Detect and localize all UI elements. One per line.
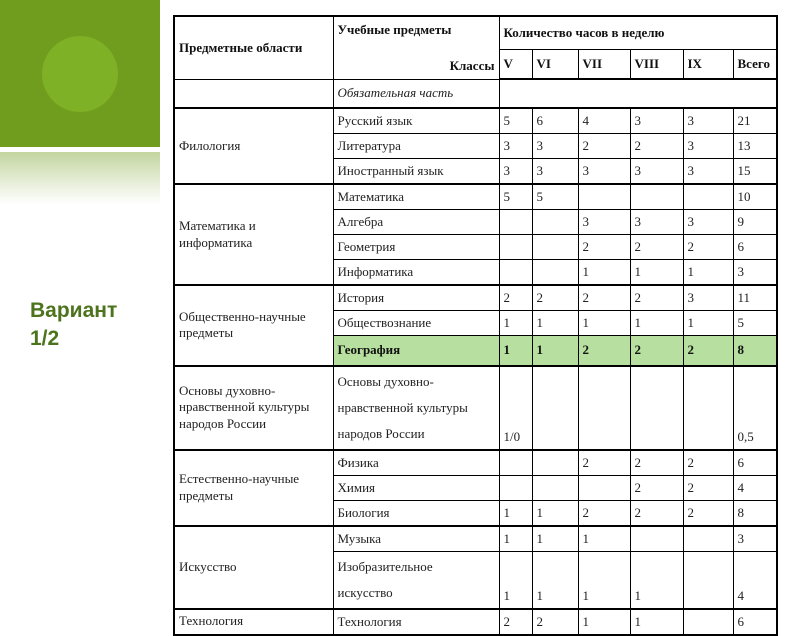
- decor-green-circle: [42, 36, 118, 112]
- hours-cell: [578, 366, 630, 450]
- subject-area-cell: [174, 79, 333, 108]
- hours-cell: 4: [733, 551, 777, 609]
- empty-merged-cell: [499, 79, 777, 108]
- subject-area-cell: Общественно-научные предметы: [174, 285, 333, 366]
- hours-cell: 3: [499, 159, 532, 185]
- subject-cell: Основы духовно- нравственной культуры народов России: [333, 366, 499, 450]
- hours-cell: 1: [499, 500, 532, 526]
- subject-cell: Биология: [333, 500, 499, 526]
- decor-green-rectangle: [0, 0, 160, 147]
- header-class-total: Всего: [733, 50, 777, 80]
- table-row: [174, 526, 777, 552]
- subject-cell: История: [333, 285, 499, 311]
- hours-cell: 2: [499, 285, 532, 311]
- hours-cell: [532, 450, 578, 476]
- subject-cell: Русский язык: [333, 108, 499, 134]
- hours-cell: [499, 450, 532, 476]
- hours-cell: [578, 475, 630, 500]
- table-row: [174, 366, 777, 450]
- hours-cell: 2: [578, 285, 630, 311]
- hours-cell: 8: [733, 500, 777, 526]
- hours-cell: 2: [683, 500, 733, 526]
- hours-cell: 3: [683, 134, 733, 159]
- hours-cell: 1: [683, 311, 733, 336]
- hours-cell: [683, 609, 733, 635]
- header-classes-label: Классы: [449, 57, 495, 73]
- hours-cell: 3: [630, 159, 683, 185]
- header-class-vii: VII: [578, 50, 630, 80]
- hours-cell: 3: [578, 210, 630, 235]
- header-subject-areas: Предметные области: [174, 16, 333, 79]
- hours-cell: 2: [683, 235, 733, 260]
- hours-cell: 4: [578, 108, 630, 134]
- header-class-v: V: [499, 50, 532, 80]
- hours-cell: [499, 235, 532, 260]
- hours-cell: 10: [733, 184, 777, 210]
- variant-label: [30, 297, 150, 354]
- hours-cell: [630, 184, 683, 210]
- hours-cell: 1: [630, 260, 683, 286]
- table-row: [174, 184, 777, 210]
- header-hours-per-week: Количество часов в неделю: [499, 16, 777, 50]
- hours-cell: 2: [630, 134, 683, 159]
- hours-cell: [532, 210, 578, 235]
- hours-cell: 3: [733, 260, 777, 286]
- hours-cell: 6: [532, 108, 578, 134]
- hours-cell: [532, 260, 578, 286]
- hours-cell: 4: [733, 475, 777, 500]
- hours-cell: 6: [733, 235, 777, 260]
- hours-cell: 2: [683, 475, 733, 500]
- subject-area-cell: Математика и информатика: [174, 184, 333, 285]
- subject-cell: Алгебра: [333, 210, 499, 235]
- hours-cell: 2: [683, 450, 733, 476]
- hours-cell: 2: [630, 285, 683, 311]
- hours-cell: 1/0: [499, 366, 532, 450]
- hours-cell: 2: [630, 235, 683, 260]
- subject-cell: Физика: [333, 450, 499, 476]
- hours-cell: 1: [630, 609, 683, 635]
- table-body: [174, 79, 777, 635]
- hours-cell: 3: [630, 210, 683, 235]
- hours-cell: 1: [578, 551, 630, 609]
- hours-cell: 2: [578, 450, 630, 476]
- subject-cell: Изобразительное искусство: [333, 551, 499, 609]
- hours-cell: 5: [532, 184, 578, 210]
- hours-cell: [499, 210, 532, 235]
- header-subjects: [333, 16, 499, 79]
- hours-cell: 1: [532, 311, 578, 336]
- table-row: [174, 609, 777, 635]
- hours-cell: 0,5: [733, 366, 777, 450]
- header-class-viii: VIII: [630, 50, 683, 80]
- variant-label-line1: Вариант: [30, 299, 118, 322]
- hours-cell: 2: [578, 500, 630, 526]
- hours-cell: 1: [683, 260, 733, 286]
- hours-cell: 1: [532, 551, 578, 609]
- hours-cell: 1: [630, 551, 683, 609]
- hours-cell: 3: [683, 285, 733, 311]
- table-row: [174, 285, 777, 311]
- hours-cell: 2: [630, 450, 683, 476]
- hours-cell: 3: [683, 210, 733, 235]
- header-subjects-label: Учебные предметы: [337, 21, 452, 37]
- hours-cell: 3: [683, 108, 733, 134]
- table-row: [174, 450, 777, 476]
- hours-cell: 6: [733, 450, 777, 476]
- subject-cell: Музыка: [333, 526, 499, 552]
- subject-cell: Геометрия: [333, 235, 499, 260]
- hours-cell: 2: [578, 235, 630, 260]
- hours-cell: 3: [578, 159, 630, 185]
- subject-cell: Информатика: [333, 260, 499, 286]
- hours-cell: 5: [733, 311, 777, 336]
- hours-cell: 2: [630, 336, 683, 366]
- hours-cell: 1: [578, 260, 630, 286]
- hours-cell: [499, 260, 532, 286]
- hours-cell: 3: [630, 108, 683, 134]
- subject-cell: Иностранный язык: [333, 159, 499, 185]
- subject-cell: Обществознание: [333, 311, 499, 336]
- hours-cell: 3: [499, 134, 532, 159]
- subject-cell: Математика: [333, 184, 499, 210]
- hours-cell: 9: [733, 210, 777, 235]
- hours-cell: 2: [532, 285, 578, 311]
- subject-area-cell: Основы духовно-нравственной культуры народов России: [174, 366, 333, 450]
- hours-cell: 3: [683, 159, 733, 185]
- hours-cell: [683, 366, 733, 450]
- table-row: [174, 108, 777, 134]
- variant-label-line2: 1/2: [30, 327, 60, 351]
- hours-cell: 5: [499, 184, 532, 210]
- subject-cell: Литература: [333, 134, 499, 159]
- subject-cell: География: [333, 336, 499, 366]
- hours-cell: 1: [578, 526, 630, 552]
- hours-cell: 1: [499, 526, 532, 552]
- hours-cell: 2: [578, 336, 630, 366]
- subject-area-cell: Естественно-научные предметы: [174, 450, 333, 526]
- hours-cell: 1: [499, 551, 532, 609]
- hours-cell: [630, 526, 683, 552]
- hours-cell: 1: [630, 311, 683, 336]
- subject-area-cell: Технология: [174, 609, 333, 635]
- hours-cell: 13: [733, 134, 777, 159]
- subject-cell: Химия: [333, 475, 499, 500]
- hours-cell: 2: [532, 609, 578, 635]
- hours-cell: [499, 475, 532, 500]
- hours-cell: [683, 184, 733, 210]
- table-header-row-1: [174, 16, 777, 50]
- hours-cell: 6: [733, 609, 777, 635]
- hours-cell: 3: [532, 159, 578, 185]
- hours-cell: [532, 235, 578, 260]
- header-class-vi: VI: [532, 50, 578, 80]
- hours-cell: [532, 366, 578, 450]
- hours-cell: 15: [733, 159, 777, 185]
- hours-cell: 3: [532, 134, 578, 159]
- hours-cell: 1: [532, 500, 578, 526]
- hours-cell: 5: [499, 108, 532, 134]
- hours-cell: 8: [733, 336, 777, 366]
- decor-gradient-strip: [0, 152, 160, 204]
- hours-cell: [683, 526, 733, 552]
- table-row-mandatory: [174, 79, 777, 108]
- hours-cell: 21: [733, 108, 777, 134]
- hours-cell: [532, 475, 578, 500]
- hours-cell: 1: [578, 609, 630, 635]
- hours-cell: 1: [532, 526, 578, 552]
- hours-cell: 2: [499, 609, 532, 635]
- header-class-ix: IX: [683, 50, 733, 80]
- mandatory-part-label: Обязательная часть: [333, 79, 499, 108]
- hours-cell: 2: [578, 134, 630, 159]
- hours-cell: 2: [630, 475, 683, 500]
- hours-cell: 1: [532, 336, 578, 366]
- subject-cell: Технология: [333, 609, 499, 635]
- hours-cell: [578, 184, 630, 210]
- hours-cell: 3: [733, 526, 777, 552]
- hours-cell: 2: [683, 336, 733, 366]
- curriculum-table: [173, 15, 778, 636]
- hours-cell: 1: [499, 311, 532, 336]
- subject-area-cell: Искусство: [174, 526, 333, 609]
- subject-area-cell: Филология: [174, 108, 333, 184]
- hours-cell: 11: [733, 285, 777, 311]
- hours-cell: 1: [578, 311, 630, 336]
- hours-cell: 2: [630, 500, 683, 526]
- hours-cell: [630, 366, 683, 450]
- hours-cell: 1: [499, 336, 532, 366]
